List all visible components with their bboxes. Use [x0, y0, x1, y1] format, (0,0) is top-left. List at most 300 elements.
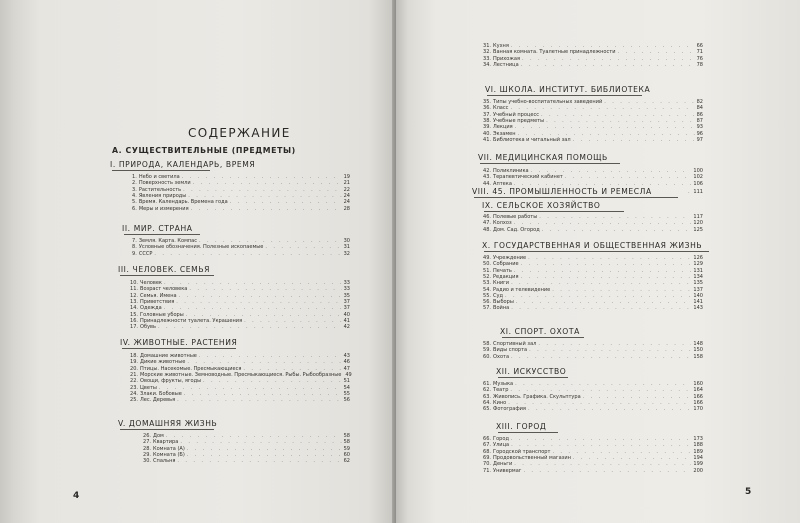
toc-leader-dots [186, 312, 342, 318]
toc-entry-number: 38. [483, 117, 492, 124]
toc-entry-text: Деньги [493, 461, 513, 468]
toc-entry-number: 22. [130, 378, 139, 385]
toc-entry-text: Головные уборы [140, 311, 184, 318]
toc-leader-dots [521, 62, 695, 68]
toc-entry[interactable] [483, 436, 703, 442]
toc-entry-title [132, 180, 191, 186]
toc-entry[interactable] [130, 372, 350, 378]
toc-leader-dots [159, 385, 342, 391]
toc-entry-title [483, 181, 512, 187]
toc-leader-dots [188, 193, 341, 199]
toc-entry-title [483, 436, 509, 442]
toc-entry-text: Городской транспорт [493, 448, 551, 455]
toc-entry-title [483, 280, 509, 286]
toc-leader-dots [189, 286, 341, 292]
toc-page-number: 42 [343, 324, 350, 331]
toc-page-number: 158 [693, 353, 703, 360]
toc-entry[interactable] [130, 391, 350, 397]
toc-entry[interactable] [130, 324, 350, 330]
toc-page-number: 137 [693, 286, 703, 293]
toc-page-number: 58 [343, 433, 350, 439]
toc-entry[interactable] [483, 455, 703, 461]
toc-entry-title [483, 461, 512, 467]
toc-page-number: 49 [345, 371, 352, 378]
toc-leader-dots [528, 406, 691, 412]
toc-entry-title [483, 112, 539, 118]
toc-entry-number: 65. [483, 406, 492, 413]
toc-entry[interactable] [132, 244, 350, 250]
toc-entry-title [130, 312, 184, 318]
toc-entry-text: Аптека [493, 180, 512, 187]
toc-entry-number: 36. [483, 105, 492, 112]
toc-page-number: 140 [693, 292, 703, 299]
toc-entry-number: 64. [483, 399, 492, 406]
toc-entry[interactable] [483, 442, 703, 448]
toc-entry-text: Кухня [493, 43, 509, 49]
toc-page-number: 160 [693, 381, 703, 387]
toc-entry-number: 41. [483, 136, 492, 143]
toc-entry-number: 35. [483, 99, 492, 105]
toc-entry-title [483, 400, 506, 406]
toc-page-number: 35 [343, 292, 350, 299]
toc-entry-text: Меры и измерения [138, 205, 189, 212]
toc-entry-text: Типы учебно-воспитательных заведений [493, 99, 603, 105]
toc-entry[interactable] [483, 214, 703, 220]
toc-leader-dots [187, 452, 342, 458]
toc-page-number: 51 [343, 378, 350, 385]
toc-page-number: 87 [696, 117, 703, 124]
toc-entry[interactable] [483, 268, 703, 274]
toc-page-number: 135 [693, 280, 703, 287]
section-heading: VIII. 45. ПРОМЫШЛЕННОСТЬ И РЕМЕСЛА [472, 187, 652, 196]
toc-leader-dots [182, 174, 342, 180]
toc-page-number: 106 [693, 180, 703, 187]
toc-entry-number: 47. [483, 220, 492, 227]
toc-entry-number: 7. [132, 238, 137, 244]
toc-page-number: 43 [343, 353, 350, 359]
toc-page-number: 47 [343, 365, 350, 372]
toc-entry[interactable] [132, 199, 350, 205]
toc-entry-title [483, 99, 602, 105]
toc-entry-number: 16. [130, 317, 139, 324]
toc-entry-text: Фотография [493, 406, 526, 413]
toc-leader-dots [552, 287, 691, 293]
toc-page-number: 111 [693, 189, 703, 195]
toc-entry[interactable] [132, 187, 350, 193]
toc-page-number: 96 [696, 130, 703, 137]
toc-page-number: 21 [343, 180, 350, 187]
toc-entry-number: 34. [483, 61, 492, 68]
toc-entry-text: Комната (Б) [153, 451, 185, 458]
toc-entry-number: 66. [483, 436, 492, 442]
toc-page-number: 164 [693, 387, 703, 394]
toc-entry-text: Земля. Карта. Компас [138, 238, 198, 244]
section-underline [120, 275, 214, 276]
toc-page-number: 97 [696, 136, 703, 143]
toc-page-number: 24 [343, 199, 350, 206]
toc-entry-number: 8. [132, 244, 137, 251]
toc-page-number: 166 [693, 393, 703, 400]
toc-entry[interactable] [483, 305, 703, 311]
toc-page-number: 200 [693, 467, 703, 474]
toc-entry-title [130, 318, 242, 324]
section-underline [498, 432, 558, 433]
toc-leader-dots [166, 433, 342, 439]
toc-entry[interactable] [483, 124, 703, 130]
toc-entry-title [483, 274, 518, 280]
toc-entry-number: 44. [483, 180, 492, 187]
toc-entry[interactable] [483, 406, 703, 412]
toc-entry-title [130, 293, 177, 299]
toc-leader-dots [187, 359, 341, 365]
toc-page-number: 86 [696, 111, 703, 118]
section-heading: XIII. ГОРОД [496, 422, 547, 431]
toc-page-number: 78 [696, 61, 703, 68]
toc-leader-dots [573, 137, 695, 143]
toc-entry[interactable] [483, 394, 703, 400]
toc-entry-title [483, 62, 519, 68]
toc-page-number: 126 [693, 255, 703, 261]
toc-entry[interactable] [130, 286, 350, 292]
toc-entry-text: Обувь [140, 324, 156, 331]
toc-entry[interactable] [483, 287, 703, 293]
toc-entry-text: Терапевтический кабинет [493, 174, 563, 181]
toc-page-number: 22 [343, 186, 350, 193]
toc-entry-number: 53. [483, 280, 492, 287]
toc-entry[interactable] [483, 280, 703, 286]
toc-entry-title [132, 244, 263, 250]
toc-entry[interactable] [483, 381, 703, 387]
toc-entry-text: Книги [493, 280, 510, 287]
toc-entry-text: Растительность [138, 186, 182, 193]
toc-leader-dots [514, 181, 691, 187]
toc-entry-number: 12. [130, 292, 139, 299]
toc-leader-dots [565, 174, 692, 180]
toc-entry-number: 31. [483, 43, 492, 49]
toc-entry-title [483, 124, 513, 130]
toc-entry-text: Суд [493, 292, 503, 299]
toc-entry-number: 55. [483, 292, 492, 299]
toc-entry-number: 54. [483, 286, 492, 293]
toc-entry-title [483, 49, 615, 55]
toc-entry[interactable] [130, 280, 350, 286]
toc-entry-number: 58. [483, 341, 492, 347]
section-heading: X. ГОСУДАРСТВЕННАЯ И ОБЩЕСТВЕННАЯ ЖИЗНЬ [482, 241, 703, 250]
toc-page-number: 62 [343, 458, 350, 465]
toc-entry[interactable] [143, 446, 350, 452]
toc-entry-number: 28. [143, 445, 152, 452]
toc-entry-number: 50. [483, 261, 492, 268]
part-a-heading: А. СУЩЕСТВИТЕЛЬНЫЕ (ПРЕДМЕТЫ) [112, 146, 296, 155]
toc-page-number: 19 [343, 174, 350, 180]
section-heading: V. ДОМАШНЯЯ ЖИЗНЬ [118, 419, 218, 428]
toc-entry-number: 33. [483, 55, 492, 62]
section-heading: III. ЧЕЛОВЕК. СЕМЬЯ [118, 265, 211, 274]
toc-leader-dots [515, 124, 695, 130]
toc-entry-number: 10. [130, 280, 139, 286]
toc-entry-text: Лестница [493, 61, 519, 68]
toc-leader-dots [203, 378, 342, 384]
toc-entry[interactable] [143, 439, 350, 445]
toc-leader-dots [177, 458, 341, 464]
toc-entry[interactable] [130, 359, 350, 365]
toc-entry[interactable] [130, 366, 350, 372]
toc-entry[interactable] [130, 305, 350, 311]
toc-entry[interactable] [483, 341, 703, 347]
toc-entry[interactable] [130, 397, 350, 403]
toc-entry-title [483, 268, 512, 274]
toc-entry[interactable] [483, 131, 703, 137]
toc-entry-text: Продовольственный магазин [493, 454, 571, 461]
toc-entry-title [483, 293, 503, 299]
section-underline [124, 234, 200, 235]
toc-entry[interactable] [130, 318, 350, 324]
toc-entry-number: 37. [483, 111, 492, 118]
toc-entry-number: 70. [483, 461, 492, 468]
section-underline [112, 170, 210, 171]
toc-leader-dots [199, 353, 342, 359]
toc-leader-dots [154, 251, 341, 257]
toc-entry-text: Комната (А) [153, 445, 185, 452]
toc-entry-text: Полевые работы [493, 214, 538, 220]
toc-entry-number: 30. [143, 458, 152, 465]
toc-entry-title [130, 324, 156, 330]
toc-entry-number: 57. [483, 305, 492, 312]
toc-leader-dots [179, 293, 342, 299]
toc-entry-title [483, 56, 520, 62]
toc-entry-title [132, 251, 152, 257]
toc-entry[interactable] [483, 449, 703, 455]
toc-leader-dots [522, 56, 695, 62]
toc-entry-number: 19. [130, 359, 139, 366]
toc-entry[interactable] [686, 189, 703, 195]
section-heading: IV. ЖИВОТНЫЕ. РАСТЕНИЯ [120, 338, 238, 347]
toc-entry-text: Выборы [493, 299, 514, 306]
toc-entry-number: 29. [143, 451, 152, 458]
toc-entry-number: 63. [483, 393, 492, 400]
toc-entry-title [483, 442, 509, 448]
toc-entry-number: 11. [130, 286, 139, 293]
toc-entry-text: СССР [138, 250, 153, 257]
toc-entry[interactable] [130, 299, 350, 305]
toc-entry-number: 42. [483, 168, 492, 174]
toc-page-number: 30 [343, 238, 350, 244]
toc-entry[interactable] [483, 220, 703, 226]
toc-entry[interactable] [130, 312, 350, 318]
toc-entry-text: Учреждение [493, 255, 527, 261]
toc-entry-title [483, 387, 508, 393]
toc-entry[interactable] [143, 433, 350, 439]
toc-entry-number: 1. [132, 174, 137, 180]
section-underline [122, 348, 236, 349]
section-heading: VI. ШКОЛА. ИНСТИТУТ. БИБЛИОТЕКА [485, 85, 651, 94]
toc-entry[interactable] [483, 468, 703, 474]
toc-entry-text: Условные обозначения. Полезные ископаемые [138, 244, 264, 251]
section-heading: XI. СПОРТ. ОХОТА [500, 327, 580, 336]
toc-page-number: 84 [696, 105, 703, 112]
toc-entry-title [483, 406, 526, 412]
toc-entry-number: 21. [130, 371, 139, 378]
toc-entry-text: Небо и светила [138, 174, 180, 180]
toc-entry-number: 68. [483, 448, 492, 455]
toc-entry-text: Колхоз [493, 220, 512, 227]
toc-leader-dots [243, 366, 341, 372]
toc-entry[interactable] [483, 118, 703, 124]
toc-leader-dots [511, 442, 691, 448]
toc-entry-text: Спальня [153, 458, 176, 465]
toc-page-number: 117 [693, 214, 703, 220]
toc-entry-text: Лес. Деревья [140, 397, 176, 404]
toc-leader-dots [573, 455, 691, 461]
toc-entry[interactable] [132, 206, 350, 212]
toc-entry-title [483, 468, 521, 474]
toc-entry-title [130, 299, 174, 305]
toc-entry-number: 62. [483, 387, 492, 394]
toc-leader-dots [542, 227, 692, 233]
section-heading: XII. ИСКУССТВО [496, 367, 567, 376]
toc-page-number: 82 [696, 99, 703, 105]
toc-entry-number: 6. [132, 205, 137, 212]
section-underline [484, 251, 709, 252]
toc-leader-dots [183, 187, 341, 193]
toc-entry[interactable] [483, 347, 703, 353]
toc-entry-text: Радио и телевидение [493, 286, 551, 293]
toc-leader-dots [514, 220, 692, 226]
toc-entry[interactable] [483, 137, 703, 143]
toc-entry[interactable] [483, 181, 703, 187]
toc-leader-dots [583, 394, 692, 400]
toc-leader-dots [265, 244, 341, 250]
toc-page-number: 125 [693, 226, 703, 233]
toc-leader-dots [688, 189, 691, 195]
toc-leader-dots [528, 255, 691, 261]
toc-entry[interactable] [483, 461, 703, 467]
toc-entry-title [143, 446, 185, 452]
toc-entry[interactable] [143, 458, 350, 464]
section-underline [484, 211, 624, 212]
section-underline [487, 95, 642, 96]
toc-entry[interactable] [143, 452, 350, 458]
toc-entry-title [130, 385, 157, 391]
toc-entry-title [483, 341, 536, 347]
toc-page-number: 71 [696, 49, 703, 56]
toc-entry[interactable] [483, 274, 703, 280]
toc-entry-number: 52. [483, 273, 492, 280]
section-underline [474, 197, 678, 198]
toc-entry-text: Время. Календарь. Времена года [138, 199, 228, 206]
toc-entry[interactable] [483, 49, 703, 55]
toc-entry-text: Человек [140, 280, 162, 286]
toc-entry[interactable] [483, 112, 703, 118]
toc-leader-dots [184, 391, 342, 397]
left-page [0, 0, 396, 523]
toc-entry-number: 39. [483, 124, 492, 131]
toc-entry-number: 17. [130, 324, 139, 331]
toc-entry[interactable] [132, 174, 350, 180]
toc-entry-number: 43. [483, 174, 492, 181]
toc-entry-number: 61. [483, 381, 492, 387]
toc-entry-title [130, 378, 201, 384]
toc-entry-title [143, 433, 164, 439]
toc-entry[interactable] [132, 180, 350, 186]
toc-entry[interactable] [483, 354, 703, 360]
toc-entry[interactable] [483, 227, 703, 233]
toc-entry[interactable] [130, 378, 350, 384]
section-underline [498, 377, 568, 378]
toc-leader-dots [515, 381, 691, 387]
toc-entry[interactable] [483, 400, 703, 406]
toc-page-number: 33 [343, 286, 350, 293]
toc-entry-title [483, 394, 581, 400]
toc-entry[interactable] [130, 293, 350, 299]
toc-page-number: 100 [693, 168, 703, 174]
section-underline [502, 337, 584, 338]
toc-page-number: 33 [343, 280, 350, 286]
toc-entry-text: Поверхность земли [138, 180, 191, 187]
toc-entry[interactable] [483, 105, 703, 111]
toc-entry[interactable] [483, 299, 703, 305]
toc-page-number: 76 [696, 55, 703, 62]
toc-entry-title [483, 354, 509, 360]
toc-entry[interactable] [483, 387, 703, 393]
toc-entry[interactable] [132, 251, 350, 257]
toc-entry-title [130, 397, 175, 403]
toc-entry-number: 20. [130, 365, 139, 372]
toc-entry[interactable] [130, 353, 350, 359]
toc-entry-text: Дикие животные [140, 359, 186, 366]
toc-entry-text: Экзамен [493, 130, 516, 137]
toc-page-number: 170 [693, 406, 703, 413]
toc-page-number: 93 [696, 124, 703, 131]
toc-page-number: 24 [343, 192, 350, 199]
toc-entry-title [132, 174, 180, 180]
toc-entry-title [483, 381, 513, 387]
toc-entry-number: 24. [130, 390, 139, 397]
toc-entry[interactable] [483, 56, 703, 62]
toc-entry-text: Класс [493, 105, 509, 112]
toc-leader-dots [617, 49, 694, 55]
toc-leader-dots [514, 268, 692, 274]
toc-entry[interactable] [483, 43, 703, 49]
toc-leader-dots [539, 214, 691, 220]
toc-leader-dots [518, 131, 695, 137]
toc-entry-title [483, 137, 571, 143]
toc-entry[interactable] [483, 99, 703, 105]
toc-page-number: 54 [343, 384, 350, 391]
toc-entry-text: Охота [493, 353, 510, 360]
toc-entry-text: Домашние животные [140, 353, 197, 359]
toc-entry[interactable] [130, 385, 350, 391]
toc-entry-text: Квартира [153, 439, 179, 446]
page-number-left: 4 [73, 491, 80, 501]
toc-page-number: 59 [343, 445, 350, 452]
toc-entry[interactable] [483, 261, 703, 267]
toc-entry-text: Птицы. Насекомые. Пресмыкающиеся [140, 365, 242, 372]
toc-entry-number: 46. [483, 214, 492, 220]
section-heading: I. ПРИРОДА, КАЛЕНДАРЬ, ВРЕМЯ [110, 160, 256, 169]
toc-entry[interactable] [483, 174, 703, 180]
toc-entry-number: 23. [130, 384, 139, 391]
toc-entry[interactable] [132, 193, 350, 199]
toc-entry-text: Одежда [140, 305, 162, 312]
toc-entry[interactable] [483, 293, 703, 299]
toc-page-number: 131 [693, 267, 703, 274]
toc-entry-number: 69. [483, 454, 492, 461]
toc-entry[interactable] [483, 62, 703, 68]
toc-leader-dots [521, 261, 692, 267]
toc-entry-title [483, 227, 540, 233]
toc-page-number: 150 [693, 347, 703, 354]
